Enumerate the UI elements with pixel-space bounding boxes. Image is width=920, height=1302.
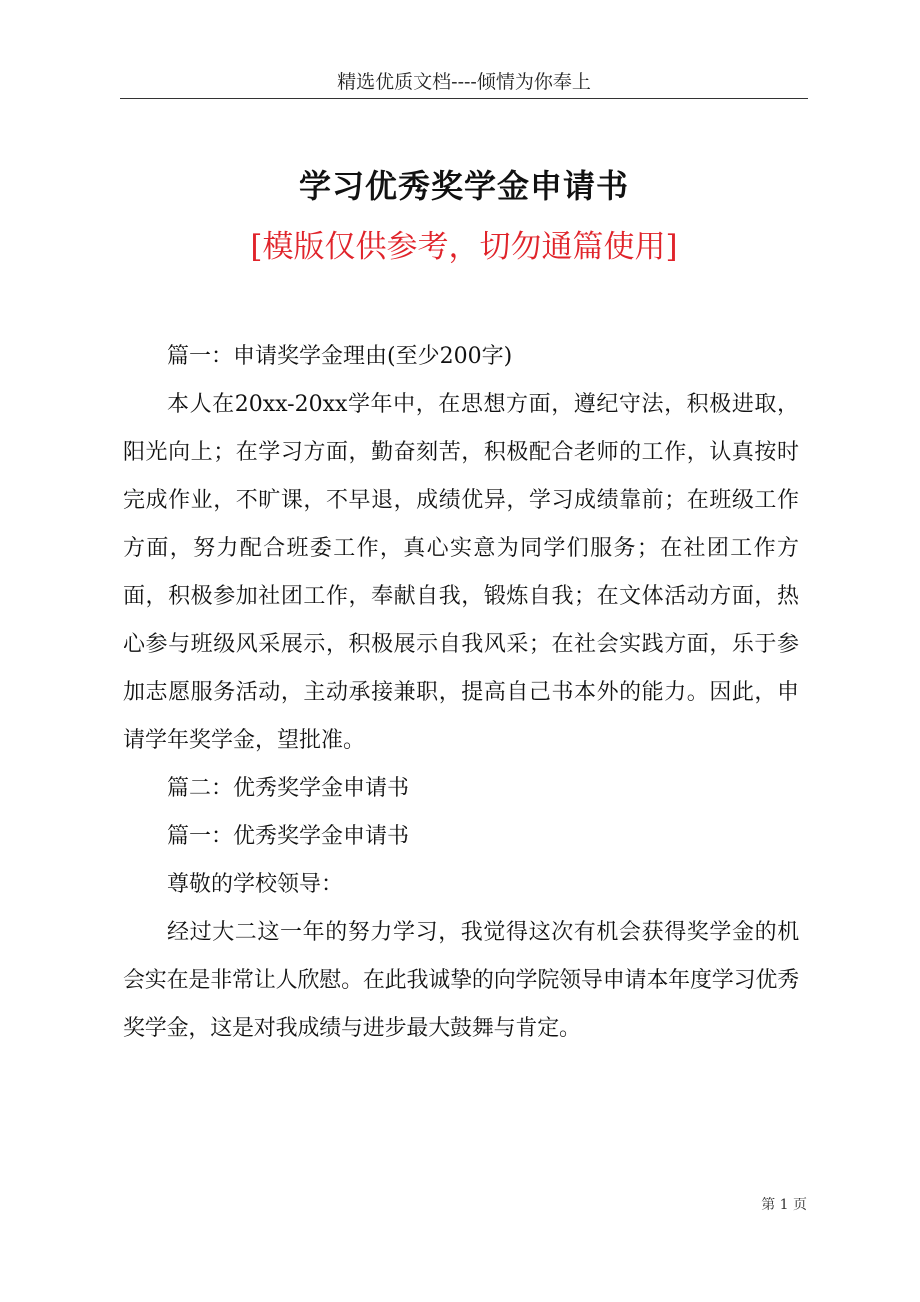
paragraph-application: 经过大二这一年的努力学习，我觉得这次有机会获得奖学金的机会实在是非常让人欣慰。在此我诚挚的向学院领导申请本年度学习优秀奖学金，这是对我成绩与进步最大鼓舞与肯定。 xyxy=(123,920,799,1041)
section-heading-1: 篇一：申请奖学金理由(至少200字) xyxy=(167,344,513,369)
document-body xyxy=(123,333,799,1053)
salutation: 尊敬的学校领导： xyxy=(167,872,344,897)
header-divider xyxy=(120,98,808,99)
paragraph-reason: 本人在20xx-20xx学年中，在思想方面，遵纪守法，积极进取，阳光向上；在学习方面，勤奋刻苦，积极配合老师的工作，认真按时完成作业，不旷课，不早退，成绩优异，学习成绩靠前；在班级工作方面，努力配合班委工作，真心实意为同学们服务；在社团工作方面，积极参加社团工作，奉献自我，锻炼自我；在文体活动方面，热心参与班级风采展示，积极展示自我风采；在社会实践方面，乐于参加志愿服务活动，主动承接兼职，提高自己书本外的能力。因此，申请学年奖学金，望批准。 xyxy=(123,392,799,753)
document-title: 学习优秀奖学金申请书 xyxy=(298,167,629,205)
page-number: 第 1 页 xyxy=(761,1197,807,1213)
template-notice: [模版仅供参考，切勿通篇使用] xyxy=(250,229,678,265)
section-heading-3: 篇一：优秀奖学金申请书 xyxy=(167,824,410,849)
page-header: 精选优质文档----倾情为你奉上 xyxy=(337,71,591,93)
section-heading-2: 篇二：优秀奖学金申请书 xyxy=(167,776,410,801)
